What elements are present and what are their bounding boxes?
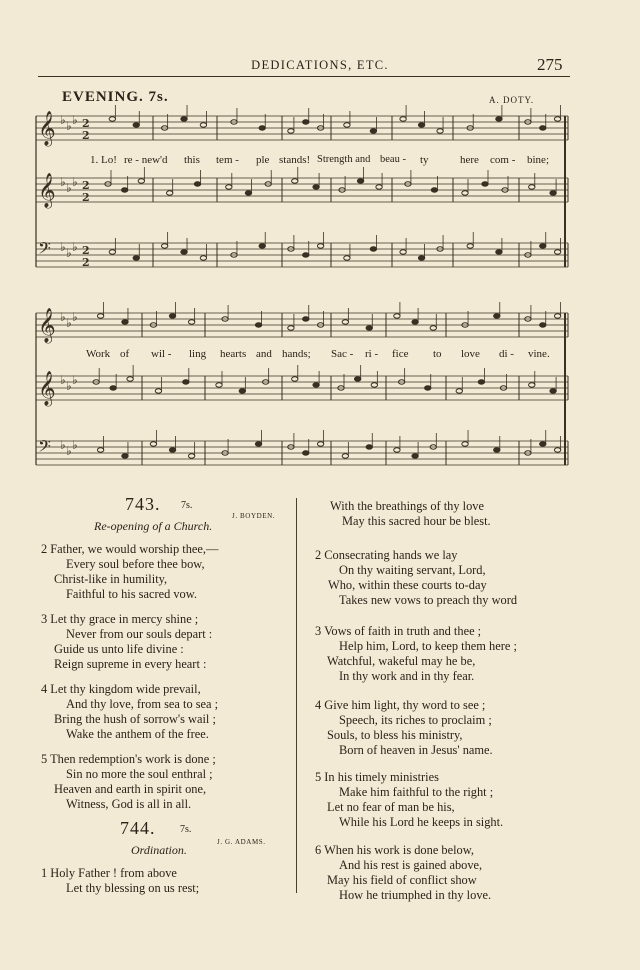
flat-icon: ♭ bbox=[72, 113, 78, 127]
note-head bbox=[255, 323, 261, 327]
lyric-syllable: tem - bbox=[216, 154, 239, 166]
lyric-syllable: wil - bbox=[151, 348, 172, 360]
verse-line: Wake the anthem of the free. bbox=[66, 727, 209, 741]
note-head bbox=[183, 380, 189, 384]
note-head bbox=[194, 182, 200, 186]
note-head bbox=[161, 244, 167, 248]
time-signature: 2 bbox=[82, 129, 90, 142]
note-head bbox=[431, 188, 437, 192]
lyric-syllable: Strength and bbox=[317, 154, 371, 165]
note-head bbox=[418, 123, 424, 127]
running-title: DEDICATIONS, ETC. bbox=[251, 58, 389, 72]
time-signature: 2 bbox=[82, 244, 90, 257]
note-head bbox=[245, 191, 251, 195]
time-signature: 2 bbox=[82, 179, 90, 192]
lyric-syllable: hearts bbox=[220, 348, 247, 360]
note-head bbox=[122, 454, 128, 458]
page-number: 275 bbox=[537, 55, 563, 74]
note-head bbox=[292, 377, 298, 381]
verse-line: Heaven and earth in spirit one, bbox=[54, 782, 207, 796]
note-head bbox=[109, 117, 115, 121]
hymn-author: J. BOYDEN. bbox=[232, 512, 276, 520]
verse-line: Witness, God is all in all. bbox=[66, 797, 192, 811]
note-head bbox=[109, 250, 115, 254]
note-head bbox=[554, 448, 560, 452]
verse-line: Every soul before thee bow, bbox=[66, 557, 205, 571]
lyric-syllable: beau - bbox=[380, 154, 406, 165]
note-head bbox=[418, 256, 424, 260]
verse-line: Born of heaven in Jesus' name. bbox=[339, 743, 493, 757]
verse-line: Reign supreme in every heart : bbox=[54, 657, 207, 671]
hymn-meter: 7s. bbox=[181, 500, 193, 511]
note-head bbox=[467, 244, 473, 248]
verse-line: How he triumphed in thy love. bbox=[339, 888, 492, 902]
lyric-syllable: com - bbox=[490, 154, 516, 166]
note-head bbox=[313, 185, 319, 189]
verse-line: Watchful, wakeful may he be, bbox=[327, 654, 476, 668]
flat-icon: ♭ bbox=[60, 240, 66, 254]
treble-clef-icon: 𝄞 bbox=[38, 371, 56, 406]
verse-line: Christ-like in humility, bbox=[54, 572, 168, 586]
note-head bbox=[133, 256, 139, 260]
note-head bbox=[110, 386, 116, 390]
note-head bbox=[540, 244, 546, 248]
note-head bbox=[239, 389, 245, 393]
lyric-syllable: hands; bbox=[282, 348, 311, 360]
lyric-syllable: ling bbox=[189, 348, 207, 360]
note-head bbox=[366, 326, 372, 330]
treble-clef-icon: 𝄞 bbox=[38, 111, 56, 146]
verse-line: 3 Vows of faith in truth and thee ; bbox=[315, 624, 482, 638]
verse-line: 4 Let thy kingdom wide prevail, bbox=[41, 682, 201, 696]
flat-icon: ♭ bbox=[66, 379, 72, 393]
note-head bbox=[370, 247, 376, 251]
hymn-number: 743. bbox=[125, 494, 161, 514]
note-head bbox=[200, 256, 206, 260]
note-head bbox=[342, 320, 348, 324]
treble-clef-icon: 𝄞 bbox=[38, 308, 56, 343]
verse-line: And his rest is gained above, bbox=[339, 858, 483, 872]
verse-line: Souls, to bless his ministry, bbox=[327, 728, 463, 742]
note-head bbox=[166, 191, 172, 195]
verse-line: 4 Give him light, thy word to see ; bbox=[315, 698, 486, 712]
verse-line: 6 When his work is done below, bbox=[315, 843, 474, 857]
verse-line: Speech, its riches to proclaim ; bbox=[339, 713, 492, 727]
verse-line: Let thy blessing on us rest; bbox=[66, 881, 200, 895]
flat-icon: ♭ bbox=[72, 310, 78, 324]
note-head bbox=[150, 442, 156, 446]
verse-line: Bring the hush of sorrow's wail ; bbox=[54, 712, 216, 726]
note-head bbox=[317, 244, 323, 248]
verse-line: 5 Then redemption's work is done ; bbox=[41, 752, 216, 766]
lyric-syllable: ri - bbox=[365, 348, 379, 360]
note-head bbox=[133, 123, 139, 127]
note-head bbox=[259, 126, 265, 130]
note-head bbox=[394, 314, 400, 318]
note-head bbox=[181, 117, 187, 121]
flat-icon: ♭ bbox=[66, 316, 72, 330]
hymn-occasion: Ordination. bbox=[131, 843, 187, 857]
verse-line: Takes new vows to preach thy word bbox=[339, 593, 518, 607]
verse-line: Sin no more the soul enthral ; bbox=[66, 767, 213, 781]
verse-line: 5 In his timely ministries bbox=[315, 770, 439, 784]
lyric-syllable: vine. bbox=[528, 348, 550, 360]
note-head bbox=[288, 129, 294, 133]
flat-icon: ♭ bbox=[66, 444, 72, 458]
time-signature: 2 bbox=[82, 191, 90, 204]
note-head bbox=[342, 454, 348, 458]
note-head bbox=[226, 185, 232, 189]
tune-composer: A. DOTY. bbox=[489, 95, 535, 105]
hymn-author: J. G. ADAMS. bbox=[217, 838, 266, 846]
verse-line: Make him faithful to the right ; bbox=[339, 785, 494, 799]
verse-line: 2 Father, we would worship thee,— bbox=[41, 542, 219, 556]
note-head bbox=[97, 448, 103, 452]
flat-icon: ♭ bbox=[60, 310, 66, 324]
note-head bbox=[412, 320, 418, 324]
lyric-syllable: ple bbox=[256, 154, 270, 166]
note-head bbox=[97, 314, 103, 318]
verse-line: May his field of conflict show bbox=[327, 873, 477, 887]
note-head bbox=[188, 454, 194, 458]
note-head bbox=[188, 320, 194, 324]
verse-line: Never from our souls depart : bbox=[66, 627, 213, 641]
lyric-syllable: here bbox=[460, 154, 479, 166]
lyric-syllable: of bbox=[120, 348, 130, 360]
note-head bbox=[303, 451, 309, 455]
note-head bbox=[371, 383, 377, 387]
note-head bbox=[412, 454, 418, 458]
lyric-syllable: 1. Lo! bbox=[90, 154, 117, 166]
note-head bbox=[496, 250, 502, 254]
flat-icon: ♭ bbox=[60, 175, 66, 189]
note-head bbox=[370, 129, 376, 133]
note-head bbox=[554, 250, 560, 254]
note-head bbox=[529, 383, 535, 387]
note-head bbox=[540, 126, 546, 130]
note-head bbox=[216, 383, 222, 387]
verse-line: May this sacred hour be blest. bbox=[342, 514, 491, 528]
time-signature: 2 bbox=[82, 256, 90, 269]
note-head bbox=[494, 314, 500, 318]
hymn-number: 744. bbox=[120, 818, 156, 838]
verse-line: With the breathings of thy love bbox=[330, 499, 485, 513]
lyric-syllable: stands! bbox=[279, 154, 311, 166]
verse-line: On thy waiting servant, Lord, bbox=[339, 563, 486, 577]
note-head bbox=[344, 123, 350, 127]
lyric-syllable: this bbox=[184, 154, 200, 166]
note-head bbox=[462, 442, 468, 446]
lyric-syllable: to bbox=[433, 348, 442, 360]
note-head bbox=[540, 323, 546, 327]
note-head bbox=[550, 389, 556, 393]
note-head bbox=[169, 314, 175, 318]
verse-line: And thy love, from sea to sea ; bbox=[66, 697, 219, 711]
note-head bbox=[354, 377, 360, 381]
note-head bbox=[138, 179, 144, 183]
note-head bbox=[554, 117, 560, 121]
note-head bbox=[456, 389, 462, 393]
lyric-syllable: Work bbox=[86, 348, 111, 360]
flat-icon: ♭ bbox=[72, 373, 78, 387]
note-head bbox=[200, 123, 206, 127]
flat-icon: ♭ bbox=[60, 373, 66, 387]
lyric-syllable: and bbox=[256, 348, 272, 360]
lyric-syllable: ty bbox=[420, 154, 429, 166]
bass-clef-icon: 𝄢 bbox=[38, 238, 51, 262]
verse-line: Guide us unto life divine : bbox=[54, 642, 184, 656]
note-head bbox=[288, 326, 294, 330]
note-head bbox=[462, 191, 468, 195]
tune-meter: 7s. bbox=[148, 89, 169, 105]
lyric-syllable: Sac - bbox=[331, 348, 354, 360]
note-head bbox=[400, 117, 406, 121]
lyric-syllable: re - new'd bbox=[124, 154, 168, 166]
treble-clef-icon: 𝄞 bbox=[38, 173, 56, 208]
note-head bbox=[554, 314, 560, 318]
hymn-meter: 7s. bbox=[180, 824, 192, 835]
flat-icon: ♭ bbox=[66, 119, 72, 133]
note-head bbox=[292, 179, 298, 183]
note-head bbox=[478, 380, 484, 384]
lyric-syllable: di - bbox=[499, 348, 514, 360]
note-head bbox=[317, 442, 323, 446]
note-head bbox=[540, 442, 546, 446]
note-head bbox=[127, 377, 133, 381]
lyric-syllable: love bbox=[461, 348, 480, 360]
hymn-occasion: Re-opening of a Church. bbox=[94, 519, 213, 533]
note-head bbox=[366, 445, 372, 449]
note-head bbox=[437, 129, 443, 133]
verse-line: Let no fear of man be his, bbox=[327, 800, 455, 814]
note-head bbox=[255, 442, 261, 446]
note-head bbox=[303, 317, 309, 321]
flat-icon: ♭ bbox=[72, 175, 78, 189]
flat-icon: ♭ bbox=[66, 246, 72, 260]
note-head bbox=[303, 120, 309, 124]
verse-line: Who, within these courts to-day bbox=[328, 578, 487, 592]
flat-icon: ♭ bbox=[72, 438, 78, 452]
note-head bbox=[425, 386, 431, 390]
flat-icon: ♭ bbox=[72, 240, 78, 254]
note-head bbox=[529, 185, 535, 189]
time-signature: 2 bbox=[82, 117, 90, 130]
note-head bbox=[155, 389, 161, 393]
note-head bbox=[394, 448, 400, 452]
note-head bbox=[313, 383, 319, 387]
tune-name: EVENING. bbox=[62, 89, 144, 105]
lyric-syllable: bine; bbox=[527, 154, 549, 166]
note-head bbox=[181, 250, 187, 254]
note-head bbox=[122, 320, 128, 324]
note-head bbox=[430, 326, 436, 330]
verse-line: While his Lord he keeps in sight. bbox=[339, 815, 504, 829]
verse-line: Faithful to his sacred vow. bbox=[66, 587, 197, 601]
note-head bbox=[494, 448, 500, 452]
verse-line: In thy work and in thy fear. bbox=[339, 669, 475, 683]
music-score bbox=[0, 0, 640, 480]
note-head bbox=[121, 188, 127, 192]
flat-icon: ♭ bbox=[60, 438, 66, 452]
note-head bbox=[376, 185, 382, 189]
note-head bbox=[259, 244, 265, 248]
note-head bbox=[400, 250, 406, 254]
note-head bbox=[344, 256, 350, 260]
verse-line: Help him, Lord, to keep them here ; bbox=[339, 639, 517, 653]
note-head bbox=[303, 253, 309, 257]
note-head bbox=[550, 191, 556, 195]
note-head bbox=[496, 117, 502, 121]
flat-icon: ♭ bbox=[60, 113, 66, 127]
column-divider bbox=[296, 498, 297, 893]
lyric-syllable: fice bbox=[392, 348, 409, 360]
note-head bbox=[482, 182, 488, 186]
flat-icon: ♭ bbox=[66, 181, 72, 195]
verse-line: 1 Holy Father ! from above bbox=[41, 866, 177, 880]
bass-clef-icon: 𝄢 bbox=[38, 436, 51, 460]
note-head bbox=[169, 448, 175, 452]
verse-line: 2 Consecrating hands we lay bbox=[315, 548, 458, 562]
note-head bbox=[357, 179, 363, 183]
verse-line: 3 Let thy grace in mercy shine ; bbox=[41, 612, 199, 626]
